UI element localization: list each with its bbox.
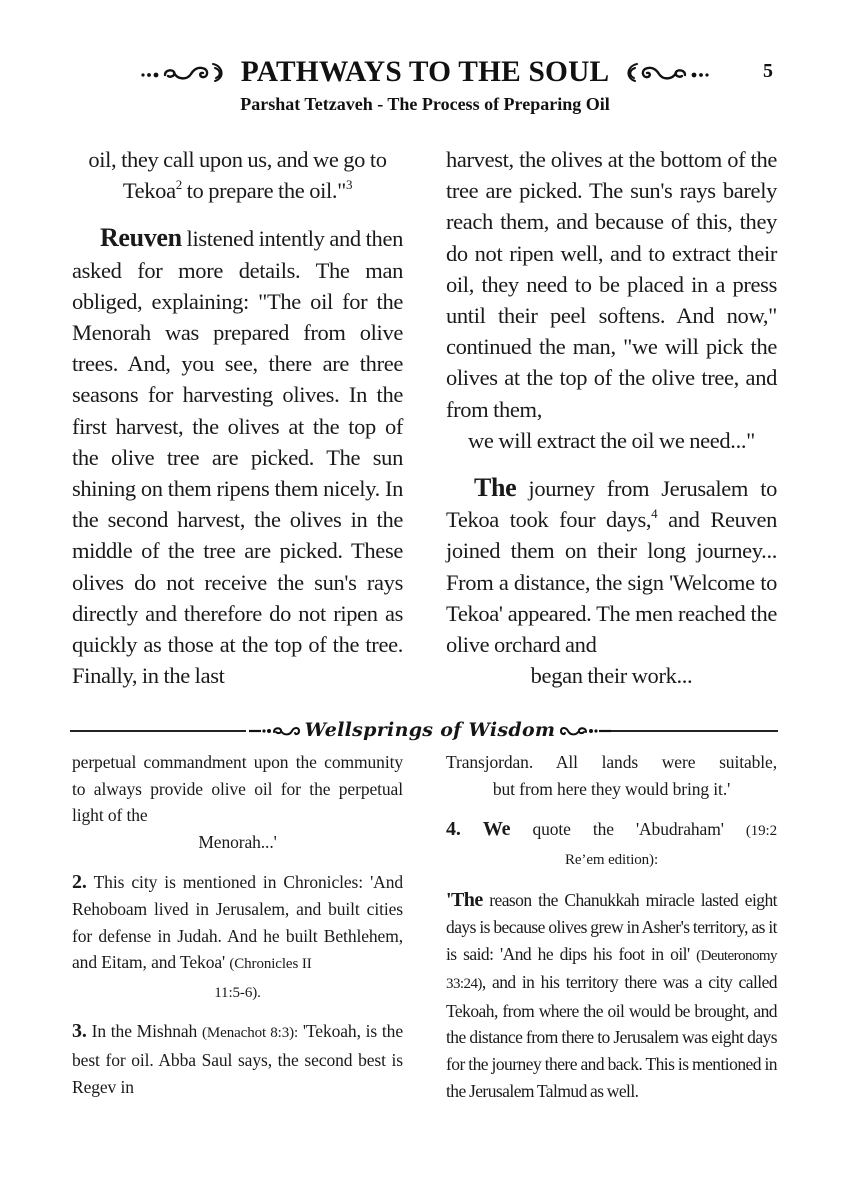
paragraph: The journey from Jerusalem to Tekoa took four days,$^4$ and Reuven joined them on their long journey... From a distance, the sign 'Welcome to Tekoa' appeared. The men reached the olive orchard and — [446, 473, 777, 658]
footnote-continuation: perpetual commandment upon the community to always provide olive oil for the perpetual light of the — [72, 752, 403, 826]
running-title — [130, 52, 720, 92]
flourish-left-icon — [249, 721, 301, 739]
section-heading: Wellsprings of Wisdom — [304, 719, 556, 741]
paragraph: Reuven listened intently and then asked for more details. The man obliged, explaining: "The oil for the Menorah was prepared from olive trees. And, you see, there are three seasons for harvesting olives. In the first harvest, the olives at the top of the olive tree are picked. The sun shining on them ripens them nicely. In the second harvest, the olives in the middle of the tree are picked. These olives do not receive the sun's rays directly and therefore do not ripen as quickly as those at the top of the tree. Finally, in the last — [72, 223, 403, 689]
book-title: PATHWAYS TO THE SOUL — [240, 55, 610, 88]
citation-last-line: Re’em edition): — [564, 851, 659, 868]
lead-word: Reuven — [100, 223, 182, 253]
citation: (Deuteronomy 33:24) — [446, 947, 777, 993]
flourish-right-icon — [619, 60, 711, 84]
footnote-number: 2. — [72, 871, 87, 894]
citation: (19:2 — [745, 823, 777, 840]
footnote-ref[interactable]: 2 — [175, 177, 182, 193]
main-column-left — [72, 144, 403, 691]
citation-last-line: 11:5-6). — [214, 984, 261, 1001]
footnote-continuation: Transjordan. All lands were suitable, — [446, 752, 777, 772]
flourish-right-icon — [559, 721, 611, 739]
paragraph: harvest, the olives at the bottom of the tree are picked. The sun's rays barely reach them, and because of this, they do not ripen well, and to extract their oil, they need to be placed in a press until their peel softens. And now," continued the man, "we will pick the olives at the top of the olive tree, and from them, — [446, 147, 777, 422]
lead-word: 'The — [446, 889, 483, 912]
page-number: 5 — [763, 60, 773, 82]
footnote-continuation-last-line: Menorah...' — [198, 831, 277, 852]
footnote-3: 3. In the Mishnah (Menachot 8:3): 'Tekoah, is the best for oil. Abba Saul says, the second best is Regev in — [72, 1020, 403, 1097]
page-header — [0, 52, 846, 92]
paragraph-continuation: oil, they call upon us, and we go to Tekoa$^2$ to prepare the oil."$^3$ — [88, 147, 387, 204]
footnote-ref[interactable]: 4 — [651, 506, 658, 522]
footnotes-column-right — [446, 749, 777, 1104]
paragraph-last-line: began their work... — [530, 663, 693, 689]
divider-rule — [608, 730, 778, 732]
divider-heading — [230, 718, 630, 742]
main-column-right — [446, 144, 777, 691]
citation: (Chronicles II — [229, 956, 312, 973]
chapter-subtitle: Parshat Tetzaveh - The Process of Preparing Oil — [240, 94, 610, 114]
flourish-left-icon — [139, 60, 231, 84]
lead-word: The — [474, 473, 517, 503]
footnote-number: 3. — [72, 1020, 87, 1043]
footnote-ref[interactable]: 3 — [346, 177, 353, 193]
footnote-continuation-last-line: but from here they would bring it.' — [492, 778, 731, 799]
footnote-number: 4. — [446, 818, 461, 841]
footnote-4: 4. We quote the 'Abudraham' (19:2 — [446, 818, 777, 841]
lead-word: We — [482, 818, 511, 841]
paragraph-last-line: we will extract the oil we need..." — [468, 427, 755, 453]
footnote-2: 2. This city is mentioned in Chronicles: 'And Rehoboam lived in Jerusalem, and built cities for defense in Judah. And he built Bethlehem, and Eitam, and Tekoa' (Chronicles II — [72, 871, 403, 973]
divider-rule — [70, 730, 246, 732]
footnote-quote: 'The reason the Chanukkah miracle lasted eight days is because olives grew in Asher's territory, as it is said: 'And he dips his foot in oil' (Deuteronomy 33:24), and in his territory there was a city called Tekoah, from where the oil would be brought, and the distance from there to Jerusalem was eight days for the journey there and back. This is mentioned in the Jerusalem Talmud as well. — [446, 889, 777, 1101]
footnotes-divider — [70, 718, 778, 742]
footnotes-column-left — [72, 749, 403, 1100]
citation: (Menachot 8:3): — [202, 1025, 299, 1042]
